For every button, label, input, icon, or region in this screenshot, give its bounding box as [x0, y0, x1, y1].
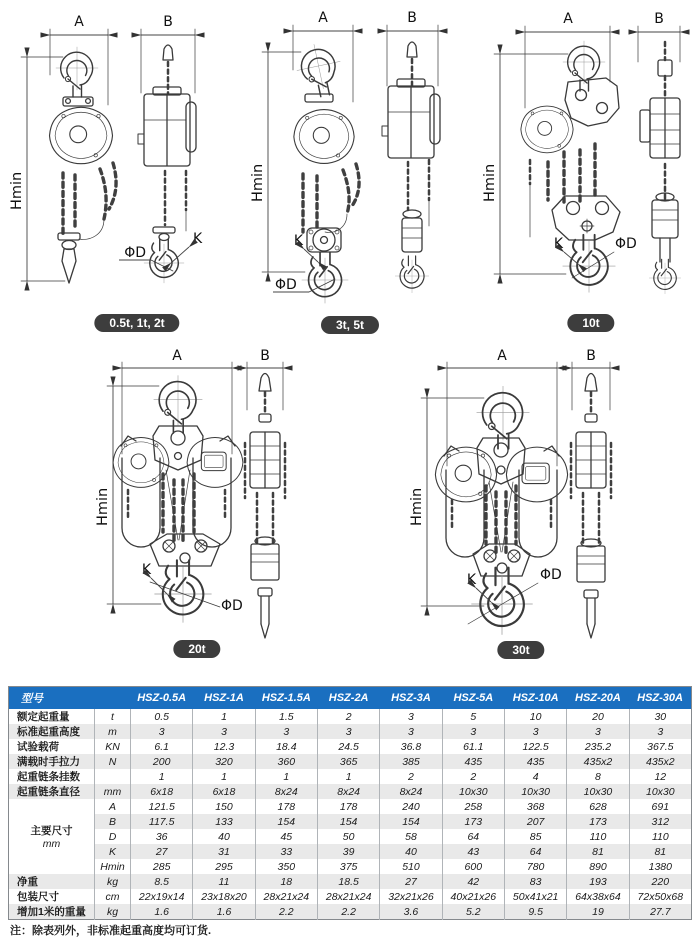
dim-label-k: K — [293, 233, 303, 249]
dim-label-b: B — [654, 11, 664, 27]
cell: 18 — [255, 874, 317, 889]
bottom-block-plate — [473, 544, 530, 576]
cell: 1.6 — [131, 904, 193, 920]
hook-block-side — [402, 218, 422, 252]
row-unit: kg — [95, 904, 131, 920]
spec-row — [9, 784, 692, 799]
row-label: 增加1米的重量 — [17, 906, 86, 918]
cell: 39 — [317, 844, 379, 859]
cell: 285 — [131, 859, 193, 874]
spec-row — [9, 814, 692, 829]
cell: 3 — [504, 724, 566, 739]
cell: 207 — [504, 814, 566, 829]
cell: 32x21x26 — [380, 889, 442, 904]
cell: 3 — [380, 724, 442, 739]
cell: 435 — [504, 754, 566, 769]
main-dimensions-label — [9, 799, 95, 874]
cell: 33 — [255, 844, 317, 859]
hand-chain — [100, 169, 106, 219]
cell: 27.7 — [629, 904, 691, 920]
row-label: 试验载荷 — [17, 741, 59, 753]
cell: 1 — [193, 709, 255, 724]
cell: 1 — [317, 769, 379, 784]
dim-a — [447, 348, 557, 466]
cell: 43 — [442, 844, 504, 859]
cell: 64 — [504, 844, 566, 859]
dim-label-hmin: Hmin — [409, 487, 425, 526]
spec-row — [9, 874, 692, 889]
model-header: HSZ-20A — [567, 687, 629, 710]
cell: 0.5 — [131, 709, 193, 724]
cell: 2 — [380, 769, 442, 784]
dim-label-hmin: Hmin — [9, 171, 25, 210]
cell: 10x30 — [567, 784, 629, 799]
cell: 780 — [504, 859, 566, 874]
cell: 150 — [193, 799, 255, 814]
hand-chain — [109, 163, 116, 209]
cell: 1.5 — [255, 709, 317, 724]
spec-row — [9, 904, 692, 920]
dim-label-phi-d: ΦD — [124, 245, 146, 261]
cell: 3 — [131, 724, 193, 739]
dim-label-k: K — [466, 572, 476, 588]
cell: 1 — [193, 769, 255, 784]
cell: 312 — [629, 814, 691, 829]
dim-label-hmin: Hmin — [95, 487, 111, 526]
dim-label-a: A — [563, 11, 573, 27]
cell: 8x24 — [255, 784, 317, 799]
cell: 61.1 — [442, 739, 504, 754]
main-dimensions-unit: mm — [42, 838, 61, 850]
dim-label-hmin: Hmin — [482, 163, 498, 202]
cell: 50x41x21 — [504, 889, 566, 904]
spec-row — [9, 739, 692, 754]
side-view — [382, 10, 440, 293]
cell: 3 — [317, 724, 379, 739]
cell: 18.4 — [255, 739, 317, 754]
cell: 50 — [317, 829, 379, 844]
cell: 81 — [629, 844, 691, 859]
cell: 64x38x64 — [567, 889, 629, 904]
row-label: 起重链条直径 — [17, 786, 80, 798]
cell: 10x30 — [629, 784, 691, 799]
cell: 81 — [567, 844, 629, 859]
gear-case — [50, 107, 113, 163]
cell: 385 — [380, 754, 442, 769]
pulley-block — [307, 228, 341, 252]
dim-label-a: A — [172, 348, 182, 364]
dim-label-k: K — [553, 236, 563, 252]
cell: 40 — [380, 844, 442, 859]
dim-label-a: A — [497, 348, 507, 364]
row-unit: kg — [95, 874, 131, 889]
cell: 28x21x24 — [255, 889, 317, 904]
body-side — [382, 79, 440, 158]
cell: 8x24 — [380, 784, 442, 799]
cell: 154 — [380, 814, 442, 829]
cell: 2 — [317, 709, 379, 724]
top-hook-side — [585, 374, 597, 392]
hoist-drawing-3-5t — [245, 2, 465, 314]
side-view — [245, 348, 285, 638]
row-label: 满载时手拉力 — [17, 756, 80, 768]
model-header: HSZ-3A — [380, 687, 442, 710]
cell: 8 — [567, 769, 629, 784]
cell: 31 — [193, 844, 255, 859]
cell: 178 — [317, 799, 379, 814]
cell: 117.5 — [131, 814, 193, 829]
row-unit: A — [95, 799, 131, 814]
cell: 24.5 — [317, 739, 379, 754]
hook-block-side — [652, 200, 678, 238]
cell: 9.5 — [504, 904, 566, 920]
cell: 3 — [567, 724, 629, 739]
dim-label-hmin: Hmin — [250, 163, 266, 202]
cell: 295 — [193, 859, 255, 874]
row-unit: t — [95, 709, 131, 724]
cell: 320 — [193, 754, 255, 769]
row-unit: cm — [95, 889, 131, 904]
front-view — [50, 47, 117, 283]
dim-label-b: B — [260, 348, 270, 364]
capacity-badge: 10t — [567, 314, 614, 332]
dim-a — [50, 14, 108, 105]
cell: 365 — [317, 754, 379, 769]
spec-row — [9, 799, 692, 814]
model-header: HSZ-2A — [317, 687, 379, 710]
top-hook-shape — [292, 40, 346, 101]
hoist-drawing-small — [5, 5, 240, 310]
spec-row — [9, 769, 692, 784]
bottom-hook-tip — [62, 249, 76, 283]
spec-row — [9, 829, 692, 844]
cell: 12 — [629, 769, 691, 784]
row-label: 额定起重量 — [17, 711, 70, 723]
model-header: HSZ-10A — [504, 687, 566, 710]
cell: 8.5 — [131, 874, 193, 889]
model-header: HSZ-30A — [629, 687, 691, 710]
cell: 258 — [442, 799, 504, 814]
cell: 1 — [255, 769, 317, 784]
spec-header-row — [9, 687, 692, 710]
cell: 18.5 — [317, 874, 379, 889]
cell: 154 — [255, 814, 317, 829]
cell: 72x50x68 — [629, 889, 691, 904]
cell: 367.5 — [629, 739, 691, 754]
cell: 40 — [193, 829, 255, 844]
hoist-drawing-20t — [95, 348, 345, 648]
cell: 1380 — [629, 859, 691, 874]
row-unit: KN — [95, 739, 131, 754]
dim-label-k: K — [141, 562, 151, 578]
cell: 890 — [567, 859, 629, 874]
cell: 2 — [442, 769, 504, 784]
cell: 23x18x20 — [193, 889, 255, 904]
footnote: 注：除表列外，非标准起重高度均可订货. — [10, 925, 212, 937]
hoist-drawing-10t — [468, 2, 700, 314]
hoist-drawing-30t — [388, 348, 650, 648]
top-hook-side — [163, 45, 173, 60]
bottom-hook — [155, 560, 212, 622]
gear-case — [294, 110, 354, 164]
row-unit: B — [95, 814, 131, 829]
cell: 3 — [193, 724, 255, 739]
top-hook-side — [259, 374, 271, 392]
front-view — [435, 386, 567, 634]
capacity-badge: 20t — [173, 640, 220, 658]
cell: 40x21x26 — [442, 889, 504, 904]
model-col-header: 型号 — [9, 687, 131, 710]
cell: 235.2 — [567, 739, 629, 754]
row-unit: K — [95, 844, 131, 859]
cell: 5.2 — [442, 904, 504, 920]
row-label: 起重链条挂数 — [17, 771, 80, 783]
cell: 110 — [567, 829, 629, 844]
cell: 435x2 — [629, 754, 691, 769]
cell: 121.5 — [131, 799, 193, 814]
dim-a — [293, 10, 353, 102]
top-hook-shape — [563, 41, 605, 91]
cell: 11 — [193, 874, 255, 889]
bottom-hook-side — [144, 239, 184, 283]
side-view — [119, 14, 203, 283]
cell: 435 — [442, 754, 504, 769]
cell: 27 — [380, 874, 442, 889]
cell: 6x18 — [131, 784, 193, 799]
bottom-hook-side — [395, 256, 429, 293]
cell: 1.6 — [193, 904, 255, 920]
cell: 200 — [131, 754, 193, 769]
cell: 173 — [442, 814, 504, 829]
top-hook-shape — [477, 386, 530, 449]
cell: 12.3 — [193, 739, 255, 754]
capacity-badge: 30t — [497, 641, 544, 659]
front-view — [521, 41, 637, 292]
side-plate-left — [446, 470, 484, 557]
cell: 435x2 — [567, 754, 629, 769]
cell: 2.2 — [255, 904, 317, 920]
dim-label-b: B — [586, 348, 596, 364]
cell: 510 — [380, 859, 442, 874]
main-dimensions-title: 主要尺寸 — [30, 825, 73, 837]
cell: 22x19x14 — [131, 889, 193, 904]
cell: 2.2 — [317, 904, 379, 920]
cell: 220 — [629, 874, 691, 889]
cell: 10x30 — [504, 784, 566, 799]
dim-label-phi-d: ΦD — [540, 567, 562, 583]
spec-row — [9, 709, 692, 724]
front-view — [273, 40, 359, 303]
capacity-badge: 3t, 5t — [321, 316, 379, 334]
cell: 133 — [193, 814, 255, 829]
cell: 154 — [317, 814, 379, 829]
cell: 6.1 — [131, 739, 193, 754]
bottom-block-plate — [552, 196, 620, 240]
cell: 122.5 — [504, 739, 566, 754]
dim-label-k: K — [193, 231, 203, 247]
row-unit: m — [95, 724, 131, 739]
cell: 628 — [567, 799, 629, 814]
spec-row — [9, 889, 692, 904]
cell: 64 — [442, 829, 504, 844]
row-unit: Hmin — [95, 859, 131, 874]
body-side — [138, 87, 196, 166]
cell: 691 — [629, 799, 691, 814]
top-hook-shape — [154, 376, 202, 434]
cell: 1 — [131, 769, 193, 784]
cell: 240 — [380, 799, 442, 814]
bottom-block-plate — [150, 534, 220, 566]
cell: 3 — [629, 724, 691, 739]
cell: 85 — [504, 829, 566, 844]
bottom-hook — [563, 235, 616, 293]
front-view — [113, 376, 243, 623]
cell: 19 — [567, 904, 629, 920]
row-label: 包装尺寸 — [17, 891, 59, 903]
cell: 3 — [255, 724, 317, 739]
cell: 20 — [567, 709, 629, 724]
cell: 42 — [442, 874, 504, 889]
model-header: HSZ-0.5A — [131, 687, 193, 710]
cell: 110 — [629, 829, 691, 844]
cell: 36.8 — [380, 739, 442, 754]
cell: 30 — [629, 709, 691, 724]
model-header: HSZ-1A — [193, 687, 255, 710]
dim-label-a: A — [74, 14, 84, 30]
row-unit: D — [95, 829, 131, 844]
cell: 360 — [255, 754, 317, 769]
cell: 368 — [504, 799, 566, 814]
capacity-badge: 0.5t, 1t, 2t — [94, 314, 179, 332]
bottom-hook — [302, 253, 348, 304]
cell: 375 — [317, 859, 379, 874]
spec-row — [9, 724, 692, 739]
row-unit: mm — [95, 784, 131, 799]
dim-hmin — [9, 57, 65, 281]
row-unit: N — [95, 754, 131, 769]
cell: 4 — [504, 769, 566, 784]
bottom-hook-side — [649, 259, 681, 294]
side-view — [571, 348, 611, 638]
side-view — [638, 11, 681, 294]
model-header: HSZ-5A — [442, 687, 504, 710]
cell: 58 — [380, 829, 442, 844]
gear-case — [521, 106, 573, 153]
row-label: 标准起重高度 — [17, 726, 80, 738]
bottom-crossbar — [58, 233, 80, 240]
hand-chain — [343, 170, 349, 214]
dim-label-b: B — [163, 14, 173, 30]
spec-table — [8, 686, 692, 920]
cell: 8x24 — [317, 784, 379, 799]
spec-row — [9, 754, 692, 769]
dim-label-phi-d: ΦD — [615, 236, 637, 252]
cell: 600 — [442, 859, 504, 874]
suspension-bracket — [305, 94, 333, 102]
cell: 173 — [567, 814, 629, 829]
spec-row — [9, 844, 692, 859]
cell: 350 — [255, 859, 317, 874]
top-hook-side — [407, 42, 417, 57]
cell: 28x21x24 — [317, 889, 379, 904]
dim-label-phi-d: ΦD — [221, 598, 243, 614]
dim-label-b: B — [407, 10, 417, 26]
cell: 10x30 — [442, 784, 504, 799]
suspension-bracket — [565, 78, 619, 126]
cell: 3 — [442, 724, 504, 739]
cell: 178 — [255, 799, 317, 814]
cell: 193 — [567, 874, 629, 889]
cell: 45 — [255, 829, 317, 844]
cell: 10 — [504, 709, 566, 724]
cell: 3 — [380, 709, 442, 724]
cell: 36 — [131, 829, 193, 844]
cell: 5 — [442, 709, 504, 724]
cell: 27 — [131, 844, 193, 859]
dim-label-a: A — [318, 10, 328, 26]
bottom-hook — [472, 568, 533, 635]
dim-label-phi-d: ΦD — [275, 277, 297, 293]
hand-chain — [352, 164, 359, 206]
model-header: HSZ-1.5A — [255, 687, 317, 710]
cell: 6x18 — [193, 784, 255, 799]
spec-row — [9, 859, 692, 874]
cell: 83 — [504, 874, 566, 889]
cell: 3.6 — [380, 904, 442, 920]
top-hook-shape — [56, 47, 98, 97]
row-unit — [95, 769, 131, 784]
row-label: 净重 — [17, 876, 38, 888]
